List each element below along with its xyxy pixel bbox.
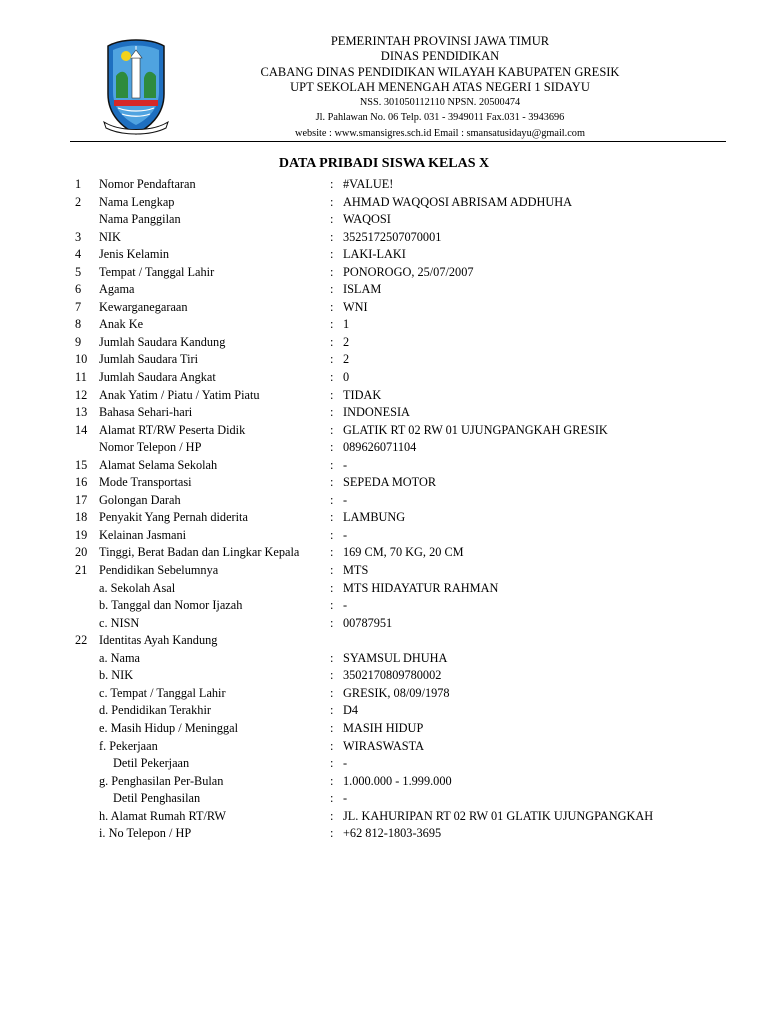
data-row (0, 615, 768, 633)
data-row (0, 702, 768, 720)
row-separator: : (330, 563, 334, 578)
school-website: website : www.smansigres.sch.id Email : smansatusidayu@gmail.com (295, 127, 585, 139)
header-divider (70, 141, 726, 142)
data-row (0, 457, 768, 475)
row-value: 3525172507070001 (343, 229, 442, 244)
agency-line-3: CABANG DINAS PENDIDIKAN WILAYAH KABUPATEN GRESIK (260, 64, 620, 79)
data-row (0, 808, 768, 826)
row-number: 2 (75, 194, 82, 209)
data-row (0, 773, 768, 791)
row-separator: : (330, 703, 334, 718)
row-separator: : (330, 352, 334, 367)
row-separator: : (330, 791, 334, 806)
row-separator: : (330, 492, 334, 507)
row-separator: : (330, 229, 334, 244)
data-row (0, 825, 768, 843)
row-value: JL. KAHURIPAN RT 02 RW 01 GLATIK UJUNGPANGKAH (343, 808, 654, 823)
row-value: 1 (343, 317, 350, 332)
row-number: 18 (75, 510, 88, 525)
row-separator: : (330, 334, 334, 349)
row-label: Bahasa Sehari-hari (99, 405, 193, 420)
row-label: b. Tanggal dan Nomor Ijazah (99, 598, 243, 613)
row-separator: : (330, 299, 334, 314)
row-number: 22 (75, 633, 88, 648)
data-row (0, 334, 768, 352)
row-value: WAQOSI (343, 212, 391, 227)
row-number: 8 (75, 317, 82, 332)
row-number: 20 (75, 545, 88, 560)
row-value: #VALUE! (343, 177, 394, 191)
row-label: Penyakit Yang Pernah diderita (99, 510, 248, 525)
data-row (0, 720, 768, 738)
row-value: MASIH HIDUP (343, 720, 424, 735)
data-row (0, 755, 768, 773)
row-separator: : (330, 440, 334, 455)
row-separator: : (330, 738, 334, 753)
data-row (0, 474, 768, 492)
row-separator: : (330, 668, 334, 683)
row-label: Tempat / Tanggal Lahir (99, 264, 215, 279)
row-label: Alamat RT/RW Peserta Didik (99, 422, 246, 437)
data-row (0, 211, 768, 229)
row-label: Agama (99, 282, 135, 297)
row-label: c. NISN (99, 615, 140, 630)
row-value: GLATIK RT 02 RW 01 UJUNGPANGKAH GRESIK (343, 422, 608, 437)
row-separator: : (330, 422, 334, 437)
row-label: e. Masih Hidup / Meninggal (99, 720, 239, 735)
row-separator: : (330, 475, 334, 490)
row-value: SYAMSUL DHUHA (343, 650, 448, 665)
row-label: Nomor Telepon / HP (99, 440, 202, 455)
row-separator: : (330, 615, 334, 630)
data-row (0, 351, 768, 369)
row-separator: : (330, 370, 334, 385)
row-value: MTS HIDAYATUR RAHMAN (343, 580, 499, 595)
row-number: 5 (75, 264, 82, 279)
row-label: g. Penghasilan Per-Bulan (99, 773, 224, 788)
row-separator: : (330, 545, 334, 560)
row-label: Kewarganegaraan (99, 299, 188, 314)
row-separator: : (330, 387, 334, 402)
data-row (0, 544, 768, 562)
row-value: - (343, 756, 348, 771)
letterhead-text (190, 34, 690, 141)
east-java-crest-icon (100, 36, 172, 136)
row-separator: : (330, 650, 334, 665)
row-number: 11 (75, 370, 87, 385)
row-label: Kelainan Jasmani (99, 527, 187, 542)
row-value: - (343, 527, 348, 542)
row-number: 21 (75, 563, 88, 578)
row-label: Identitas Ayah Kandung (99, 633, 218, 648)
data-row (0, 562, 768, 580)
row-label: Anak Yatim / Piatu / Yatim Piatu (99, 387, 260, 402)
row-label: Detil Pekerjaan (113, 756, 190, 771)
row-number: 4 (75, 247, 82, 262)
data-row (0, 229, 768, 247)
row-label: Golongan Darah (99, 492, 181, 507)
row-separator: : (330, 527, 334, 542)
row-number: 13 (75, 405, 88, 420)
data-row (0, 369, 768, 387)
row-number: 9 (75, 334, 82, 349)
data-row (0, 492, 768, 510)
data-row (0, 790, 768, 808)
data-row (0, 527, 768, 545)
row-label: i. No Telepon / HP (99, 826, 192, 841)
row-separator: : (330, 194, 334, 209)
row-separator: : (330, 756, 334, 771)
row-label: f. Pekerjaan (99, 738, 158, 753)
row-label: Jumlah Saudara Tiri (99, 352, 199, 367)
row-value: - (343, 457, 348, 472)
row-value: 169 CM, 70 KG, 20 CM (343, 545, 464, 560)
data-row (0, 299, 768, 317)
data-row (0, 685, 768, 703)
row-number: 6 (75, 282, 82, 297)
row-value: 3502170809780002 (343, 668, 442, 683)
data-row (0, 422, 768, 440)
data-row (0, 246, 768, 264)
row-value: +62 812-1803-3695 (343, 826, 442, 841)
data-row (0, 632, 768, 650)
row-separator: : (330, 598, 334, 613)
data-row (0, 597, 768, 615)
row-number: 16 (75, 475, 88, 490)
school-address: Jl. Pahlawan No. 06 Telp. 031 - 3949011 Fax.031 - 3943696 (315, 112, 565, 124)
row-value: AHMAD WAQQOSI ABRISAM ADDHUHA (343, 194, 572, 209)
row-label: a. Nama (99, 650, 140, 665)
row-value: ISLAM (343, 282, 382, 297)
row-value: MTS (343, 563, 369, 578)
school-nss: NSS. 301050112110 NPSN. 20500474 (359, 97, 521, 109)
row-label: Nama Lengkap (99, 194, 175, 209)
data-row (0, 316, 768, 334)
row-value: 089626071104 (343, 440, 417, 455)
data-row (0, 264, 768, 282)
row-separator: : (330, 510, 334, 525)
row-value: - (343, 598, 348, 613)
row-label: Tinggi, Berat Badan dan Lingkar Kepala (99, 545, 300, 560)
data-row (0, 667, 768, 685)
school-name: UPT SEKOLAH MENENGAH ATAS NEGERI 1 SIDAYU (290, 79, 590, 94)
row-label: Jenis Kelamin (99, 247, 170, 262)
row-number: 7 (75, 299, 82, 314)
row-number: 3 (75, 229, 82, 244)
row-value: WIRASWASTA (343, 738, 424, 753)
data-row (0, 439, 768, 457)
row-label: Mode Transportasi (99, 475, 192, 490)
row-number: 19 (75, 527, 88, 542)
row-label: Jumlah Saudara Kandung (99, 334, 226, 349)
row-value: D4 (343, 703, 359, 718)
row-label: Alamat Selama Sekolah (99, 457, 218, 472)
row-separator: : (330, 773, 334, 788)
row-value: TIDAK (343, 387, 382, 402)
row-label: h. Alamat Rumah RT/RW (99, 808, 227, 823)
row-separator: : (330, 177, 334, 191)
row-label: NIK (99, 229, 121, 244)
row-label: Nomor Pendaftaran (99, 177, 196, 191)
row-label: c. Tempat / Tanggal Lahir (99, 685, 226, 700)
row-separator: : (330, 580, 334, 595)
student-data-list (0, 176, 768, 843)
row-value: INDONESIA (343, 405, 410, 420)
row-value: SEPEDA MOTOR (343, 475, 437, 490)
data-row (0, 650, 768, 668)
row-label: Nama Panggilan (99, 212, 181, 227)
row-value: WNI (343, 299, 368, 314)
row-value: GRESIK, 08/09/1978 (343, 685, 450, 700)
row-value: 0 (343, 370, 350, 385)
row-value: LAKI-LAKI (343, 247, 406, 262)
row-value: 1.000.000 - 1.999.000 (343, 773, 452, 788)
row-label: Detil Penghasilan (113, 791, 201, 806)
row-value: LAMBUNG (343, 510, 406, 525)
data-row (0, 194, 768, 212)
row-separator: : (330, 282, 334, 297)
row-separator: : (330, 457, 334, 472)
document-title: DATA PRIBADI SISWA KELAS X (278, 156, 490, 171)
row-value: - (343, 791, 348, 806)
row-value: 2 (343, 352, 350, 367)
row-separator: : (330, 247, 334, 262)
row-separator: : (330, 808, 334, 823)
row-label: Anak Ke (99, 317, 144, 332)
data-row (0, 509, 768, 527)
row-separator: : (330, 685, 334, 700)
data-row (0, 404, 768, 422)
row-number: 10 (75, 352, 88, 367)
data-row (0, 580, 768, 598)
row-separator: : (330, 826, 334, 841)
row-separator: : (330, 264, 334, 279)
row-label: a. Sekolah Asal (99, 580, 176, 595)
row-label: Jumlah Saudara Angkat (99, 370, 216, 385)
row-separator: : (330, 720, 334, 735)
row-value: - (343, 492, 348, 507)
data-row (0, 176, 768, 194)
data-row (0, 387, 768, 405)
agency-line-1: PEMERINTAH PROVINSI JAWA TIMUR (330, 34, 550, 48)
row-separator: : (330, 317, 334, 332)
letterhead (0, 30, 768, 142)
agency-line-2: DINAS PENDIDIKAN (380, 49, 500, 64)
row-value: 00787951 (343, 615, 393, 630)
row-number: 1 (75, 177, 82, 191)
data-row (0, 738, 768, 756)
row-label: d. Pendidikan Terakhir (99, 703, 211, 718)
row-label: b. NIK (99, 668, 134, 683)
row-value: 2 (343, 334, 350, 349)
row-value: PONOROGO, 25/07/2007 (343, 264, 474, 279)
data-row (0, 281, 768, 299)
row-number: 14 (75, 422, 88, 437)
row-label: Pendidikan Sebelumnya (99, 563, 219, 578)
row-number: 12 (75, 387, 88, 402)
row-number: 15 (75, 457, 88, 472)
row-number: 17 (75, 492, 88, 507)
row-separator: : (330, 212, 334, 227)
row-separator: : (330, 405, 334, 420)
